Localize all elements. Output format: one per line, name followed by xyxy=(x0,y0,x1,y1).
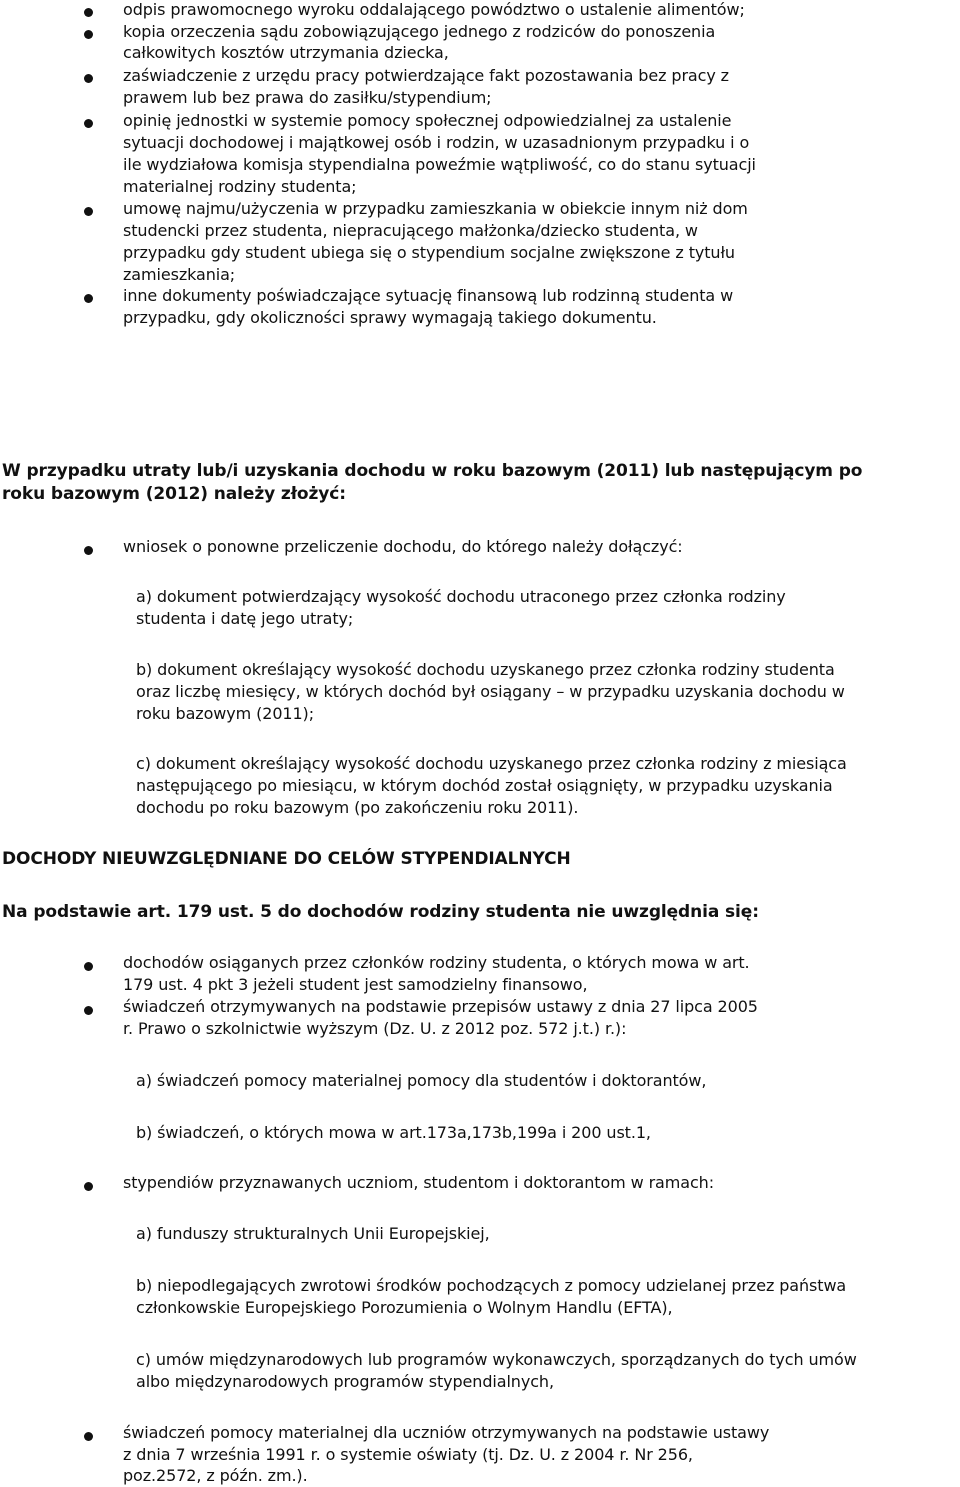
bullet-dot xyxy=(84,1182,93,1191)
list-item: 179 ust. 4 pkt 3 jeżeli student jest samodzielny finansowo, xyxy=(123,975,588,994)
sub-item: c) umów międzynarodowych lub programów wykonawczych, sporządzanych do tych umów xyxy=(136,1350,857,1369)
list-item: studencki przez studenta, niepracującego małżonka/dziecko studenta, w xyxy=(123,221,698,240)
section-heading: W przypadku utraty lub/i uzyskania dochodu w roku bazowym (2011) lub następującym po xyxy=(2,461,863,481)
list-item: stypendiów przyznawanych uczniom, studentom i doktorantom w ramach: xyxy=(123,1173,714,1192)
sub-item: c) dokument określający wysokość dochodu uzyskanego przez członka rodziny z miesiąca xyxy=(136,754,847,773)
bullet-dot xyxy=(84,30,93,39)
sub-item: a) dokument potwierdzający wysokość dochodu utraconego przez członka rodziny xyxy=(136,587,786,606)
bullet-dot xyxy=(84,74,93,83)
sub-item: oraz liczbę miesięcy, w których dochód był osiągany – w przypadku uzyskania dochodu w xyxy=(136,682,845,701)
sub-item: a) funduszy strukturalnych Unii Europejskiej, xyxy=(136,1224,490,1243)
sub-item: b) niepodlegających zwrotowi środków pochodzących z pomocy udzielanej przez państwa xyxy=(136,1276,847,1295)
bullet-dot xyxy=(84,546,93,555)
list-item: wniosek o ponowne przeliczenie dochodu, do którego należy dołączyć: xyxy=(123,537,683,556)
sub-item: a) świadczeń pomocy materialnej pomocy dla studentów i doktorantów, xyxy=(136,1071,707,1090)
list-item: r. Prawo o szkolnictwie wyższym (Dz. U. z 2012 poz. 572 j.t.) r.): xyxy=(123,1019,627,1038)
bullet-dot xyxy=(84,8,93,17)
list-item: całkowitych kosztów utrzymania dziecka, xyxy=(123,43,449,62)
sub-item: następującego po miesiącu, w którym dochód został osiągnięty, w przypadku uzyskania xyxy=(136,776,833,795)
list-item: odpis prawomocnego wyroku oddalającego powództwo o ustalenie alimentów; xyxy=(123,0,745,19)
list-item: zamieszkania; xyxy=(123,265,236,284)
list-item: świadczeń otrzymywanych na podstawie przepisów ustawy z dnia 27 lipca 2005 xyxy=(123,997,758,1016)
list-item: sytuacji dochodowej i majątkowej osób i rodzin, w uzasadnionym przypadku i o xyxy=(123,133,750,152)
bullet-dot xyxy=(84,294,93,303)
section-heading: DOCHODY NIEUWZGLĘDNIANE DO CELÓW STYPENDIALNYCH xyxy=(2,849,571,869)
section-heading: roku bazowym (2012) należy złożyć: xyxy=(2,484,346,504)
list-item: świadczeń pomocy materialnej dla uczniów otrzymywanych na podstawie ustawy xyxy=(123,1423,770,1442)
sub-item: studenta i datę jego utraty; xyxy=(136,609,354,628)
list-item: z dnia 7 września 1991 r. o systemie oświaty (tj. Dz. U. z 2004 r. Nr 256, xyxy=(123,1445,693,1464)
list-item: ile wydziałowa komisja stypendialna poweźmie wątpliwość, co do stanu sytuacji xyxy=(123,155,756,174)
bullet-dot xyxy=(84,1432,93,1441)
list-item: umowę najmu/użyczenia w przypadku zamieszkania w obiekcie innym niż dom xyxy=(123,199,748,218)
sub-item: b) świadczeń, o których mowa w art.173a,173b,199a i 200 ust.1, xyxy=(136,1123,651,1142)
list-item: materialnej rodziny studenta; xyxy=(123,177,357,196)
bullet-dot xyxy=(84,119,93,128)
bullet-dot xyxy=(84,207,93,216)
list-item: poz.2572, z późn. zm.). xyxy=(123,1466,308,1485)
sub-item: b) dokument określający wysokość dochodu uzyskanego przez członka rodziny studenta xyxy=(136,660,835,679)
bullet-dot xyxy=(84,1006,93,1015)
sub-item: albo międzynarodowych programów stypendialnych, xyxy=(136,1372,554,1391)
section-subheading: Na podstawie art. 179 ust. 5 do dochodów rodziny studenta nie uwzględnia się: xyxy=(2,902,759,922)
list-item: opinię jednostki w systemie pomocy społecznej odpowiedzialnej za ustalenie xyxy=(123,111,732,130)
list-item: prawem lub bez prawa do zasiłku/stypendium; xyxy=(123,88,492,107)
list-item: kopia orzeczenia sądu zobowiązującego jednego z rodziców do ponoszenia xyxy=(123,22,716,41)
list-item: inne dokumenty poświadczające sytuację finansową lub rodzinną studenta w xyxy=(123,286,734,305)
list-item: przypadku, gdy okoliczności sprawy wymagają takiego dokumentu. xyxy=(123,308,657,327)
sub-item: członkowskie Europejskiego Porozumienia o Wolnym Handlu (EFTA), xyxy=(136,1298,673,1317)
sub-item: roku bazowym (2011); xyxy=(136,704,314,723)
list-item: dochodów osiąganych przez członków rodziny studenta, o których mowa w art. xyxy=(123,953,750,972)
bullet-dot xyxy=(84,962,93,971)
list-item: przypadku gdy student ubiega się o stypendium socjalne zwiększone z tytułu xyxy=(123,243,735,262)
sub-item: dochodu po roku bazowym (po zakończeniu roku 2011). xyxy=(136,798,579,817)
list-item: zaświadczenie z urzędu pracy potwierdzające fakt pozostawania bez pracy z xyxy=(123,66,729,85)
